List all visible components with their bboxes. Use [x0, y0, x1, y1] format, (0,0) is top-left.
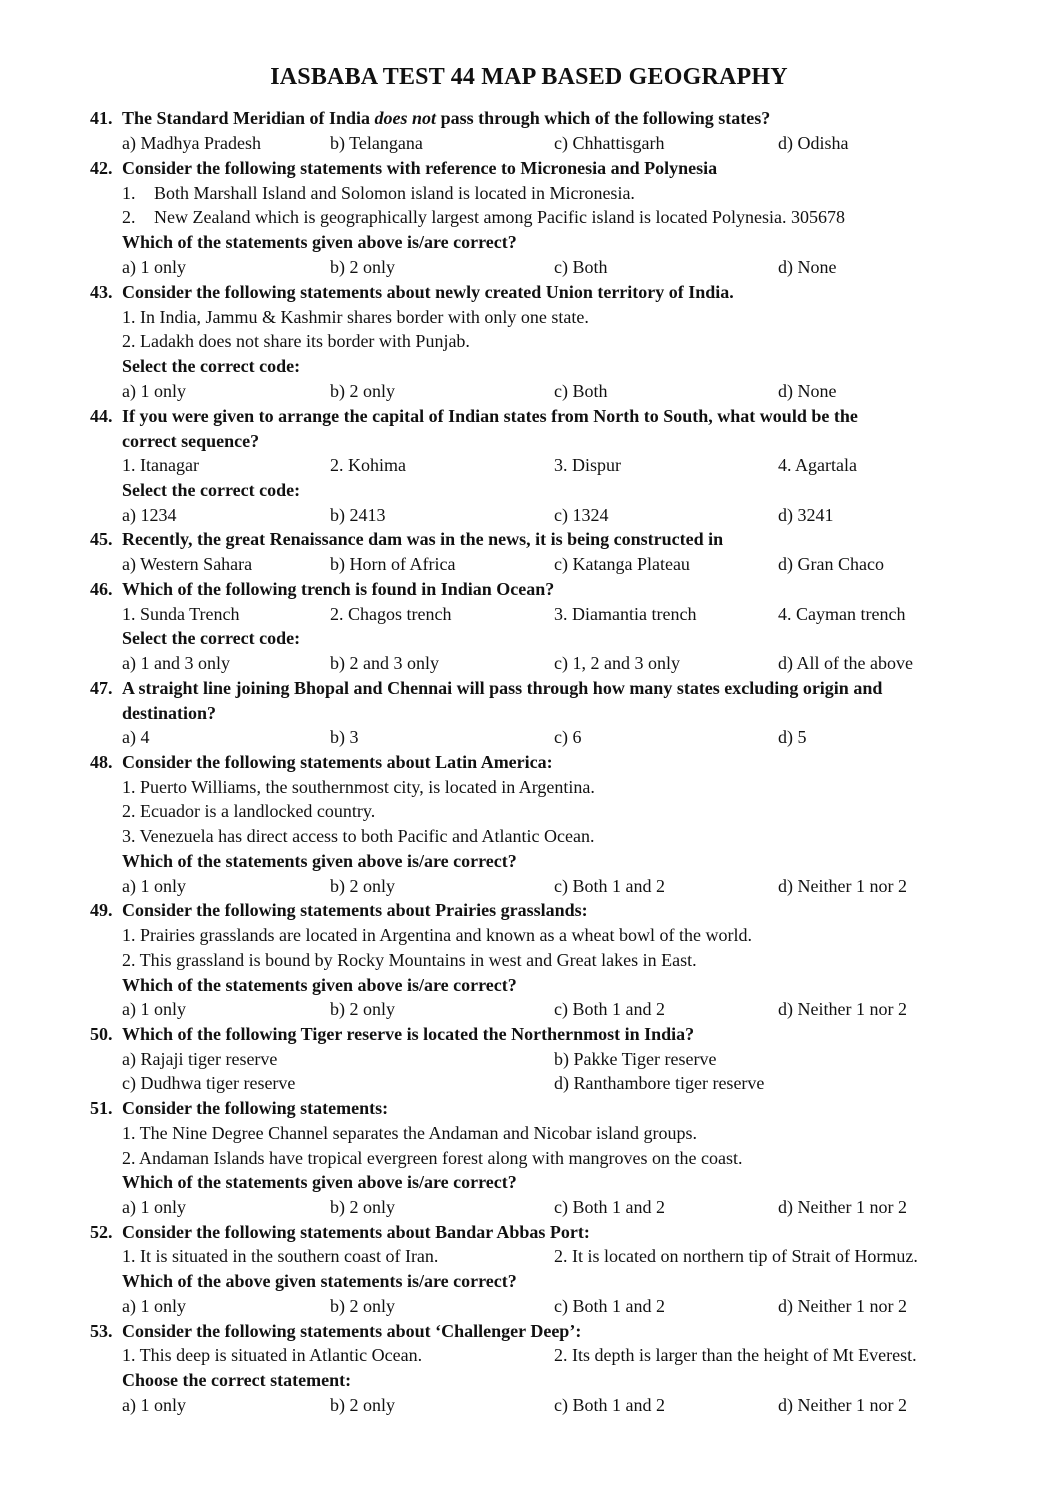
option-c: c) 1, 2 and 3 only — [554, 653, 680, 673]
option-d: d) Neither 1 nor 2 — [778, 876, 907, 896]
list-item-1: 1. Sunda Trench — [122, 604, 240, 624]
option-c: c) Both 1 and 2 — [554, 876, 665, 896]
option-d: d) Ranthambore tiger reserve — [554, 1073, 765, 1093]
question-prompt: Which of the statements given above is/are correct? — [122, 232, 517, 252]
list-item-1: 1. Itanagar — [122, 455, 199, 475]
question-number: 53. — [90, 1321, 113, 1341]
option-c: c) Both 1 and 2 — [554, 1197, 665, 1217]
option-d: d) None — [778, 381, 837, 401]
question-number: 49. — [90, 900, 113, 920]
option-a: a) 1234 — [122, 505, 177, 525]
option-a: a) 1 and 3 only — [122, 653, 230, 673]
question-42 — [90, 156, 717, 181]
option-a: a) 1 only — [122, 876, 186, 896]
option-b: b) 2 only — [330, 876, 395, 896]
option-d: d) Neither 1 nor 2 — [778, 1395, 907, 1415]
statement-2: 2. It is located on northern tip of Strait of Hormuz. — [554, 1246, 918, 1266]
question-text: Consider the following statements about Bandar Abbas Port: — [122, 1222, 590, 1242]
statement-2: 2. Ladakh does not share its border with Punjab. — [122, 331, 470, 351]
option-d: d) None — [778, 257, 837, 277]
question-text: Consider the following statements about Latin America: — [122, 752, 553, 772]
option-c: c) 1324 — [554, 505, 609, 525]
option-b: b) 2 only — [330, 1395, 395, 1415]
statement-text: Both Marshall Island and Solomon island is located in Micronesia. — [154, 183, 635, 203]
option-a: a) 4 — [122, 727, 150, 747]
option-c: c) Dudhwa tiger reserve — [122, 1073, 296, 1093]
option-a: a) 1 only — [122, 999, 186, 1019]
statement-1: 1. Prairies grasslands are located in Argentina and known as a wheat bowl of the world. — [122, 925, 752, 945]
question-text: A straight line joining Bhopal and Chennai will pass through how many states excluding origin and — [122, 678, 883, 698]
option-b: b) 2 only — [330, 999, 395, 1019]
question-text: Consider the following statements about Prairies grasslands: — [122, 900, 588, 920]
statement-1: 1. In India, Jammu & Kashmir shares border with only one state. — [122, 307, 589, 327]
page-title: IASBABA TEST 44 MAP BASED GEOGRAPHY — [270, 64, 788, 90]
question-text: The Standard Meridian of India — [122, 108, 375, 128]
question-51 — [90, 1096, 388, 1121]
question-number: 47. — [90, 678, 113, 698]
question-text: Consider the following statements with reference to Micronesia and Polynesia — [122, 158, 718, 178]
option-d: d) Neither 1 nor 2 — [778, 1197, 907, 1217]
statement-text: New Zealand which is geographically largest among Pacific island is located Polynesia. 305678 — [154, 207, 845, 227]
question-53 — [90, 1319, 581, 1344]
question-45 — [90, 527, 723, 552]
question-44 — [90, 404, 858, 429]
list-item-2: 2. Kohima — [330, 455, 406, 475]
question-prompt: Choose the correct statement: — [122, 1370, 352, 1390]
statement-1: 1. It is situated in the southern coast of Iran. — [122, 1246, 439, 1266]
question-prompt: Select the correct code: — [122, 356, 301, 376]
question-emphasis: does not — [374, 108, 437, 128]
option-a: a) Rajaji tiger reserve — [122, 1049, 278, 1069]
list-item-3: 3. Dispur — [554, 455, 621, 475]
statement-1: 1. The Nine Degree Channel separates the Andaman and Nicobar island groups. — [122, 1123, 697, 1143]
question-prompt: Select the correct code: — [122, 628, 301, 648]
option-d: d) Odisha — [778, 133, 849, 153]
option-a: a) 1 only — [122, 1395, 186, 1415]
question-text: Consider the following statements: — [122, 1098, 389, 1118]
statement-2 — [122, 205, 845, 230]
question-49 — [90, 898, 588, 923]
option-d: d) 5 — [778, 727, 807, 747]
question-48 — [90, 750, 553, 775]
list-item-4: 4. Agartala — [778, 455, 857, 475]
option-c: c) Both — [554, 257, 608, 277]
option-c: c) Chhattisgarh — [554, 133, 665, 153]
question-text: Which of the following trench is found in Indian Ocean? — [122, 579, 555, 599]
question-number: 52. — [90, 1222, 113, 1242]
question-prompt: Which of the statements given above is/are correct? — [122, 851, 517, 871]
option-a: a) 1 only — [122, 1197, 186, 1217]
question-number: 42. — [90, 158, 113, 178]
question-41 — [90, 106, 770, 131]
option-a: a) 1 only — [122, 1296, 186, 1316]
statement-2: 2. This grassland is bound by Rocky Mountains in west and Great lakes in East. — [122, 950, 697, 970]
question-text-continued: destination? — [122, 703, 217, 723]
option-b: b) 2 only — [330, 257, 395, 277]
statement-1: 1. This deep is situated in Atlantic Ocean. — [122, 1345, 423, 1365]
option-c: c) 6 — [554, 727, 582, 747]
option-c: c) Katanga Plateau — [554, 554, 690, 574]
statement-2: 2. Ecuador is a landlocked country. — [122, 801, 376, 821]
option-b: b) Horn of Africa — [330, 554, 456, 574]
option-a: a) Western Sahara — [122, 554, 253, 574]
question-text: Consider the following statements about newly created Union territory of India. — [122, 282, 734, 302]
option-d: d) Gran Chaco — [778, 554, 884, 574]
option-c: c) Both 1 and 2 — [554, 999, 665, 1019]
option-b: b) 2 and 3 only — [330, 653, 439, 673]
question-text-continued: correct sequence? — [122, 431, 260, 451]
option-b: b) 2413 — [330, 505, 386, 525]
option-d: d) All of the above — [778, 653, 913, 673]
question-number: 43. — [90, 282, 113, 302]
question-text-end: pass through which of the following states? — [436, 108, 771, 128]
statement-number: 1. — [122, 183, 136, 203]
statement-3: 3. Venezuela has direct access to both Pacific and Atlantic Ocean. — [122, 826, 595, 846]
question-prompt: Which of the statements given above is/are correct? — [122, 1172, 517, 1192]
option-d: d) 3241 — [778, 505, 834, 525]
option-b: b) 3 — [330, 727, 359, 747]
question-number: 44. — [90, 406, 113, 426]
list-item-4: 4. Cayman trench — [778, 604, 906, 624]
option-b: b) Pakke Tiger reserve — [554, 1049, 717, 1069]
option-b: b) 2 only — [330, 1197, 395, 1217]
option-b: b) 2 only — [330, 1296, 395, 1316]
question-46 — [90, 577, 554, 602]
question-number: 48. — [90, 752, 113, 772]
question-text: If you were given to arrange the capital of Indian states from North to South, what would be the — [122, 406, 858, 426]
question-43 — [90, 280, 734, 305]
question-47 — [90, 676, 882, 701]
question-number: 46. — [90, 579, 113, 599]
question-number: 50. — [90, 1024, 113, 1044]
list-item-3: 3. Diamantia trench — [554, 604, 697, 624]
list-item-2: 2. Chagos trench — [330, 604, 452, 624]
question-prompt: Which of the above given statements is/are correct? — [122, 1271, 517, 1291]
option-a: a) 1 only — [122, 381, 186, 401]
option-d: d) Neither 1 nor 2 — [778, 1296, 907, 1316]
question-number: 51. — [90, 1098, 113, 1118]
question-text: Consider the following statements about ‘Challenger Deep’: — [122, 1321, 582, 1341]
option-c: c) Both 1 and 2 — [554, 1296, 665, 1316]
option-c: c) Both — [554, 381, 608, 401]
question-prompt: Which of the statements given above is/are correct? — [122, 975, 517, 995]
question-text: Which of the following Tiger reserve is located the Northernmost in India? — [122, 1024, 695, 1044]
option-a: a) 1 only — [122, 257, 186, 277]
question-number: 45. — [90, 529, 113, 549]
option-c: c) Both 1 and 2 — [554, 1395, 665, 1415]
question-50 — [90, 1022, 694, 1047]
statement-1 — [122, 181, 635, 206]
option-b: b) 2 only — [330, 381, 395, 401]
question-prompt: Select the correct code: — [122, 480, 301, 500]
option-b: b) Telangana — [330, 133, 423, 153]
statement-number: 2. — [122, 207, 136, 227]
question-text: Recently, the great Renaissance dam was in the news, it is being constructed in — [122, 529, 724, 549]
option-a: a) Madhya Pradesh — [122, 133, 261, 153]
statement-1: 1. Puerto Williams, the southernmost city, is located in Argentina. — [122, 777, 595, 797]
question-number: 41. — [90, 108, 113, 128]
option-d: d) Neither 1 nor 2 — [778, 999, 907, 1019]
statement-2: 2. Its depth is larger than the height of Mt Everest. — [554, 1345, 917, 1365]
question-52 — [90, 1220, 590, 1245]
statement-2: 2. Andaman Islands have tropical evergreen forest along with mangroves on the coast. — [122, 1148, 743, 1168]
